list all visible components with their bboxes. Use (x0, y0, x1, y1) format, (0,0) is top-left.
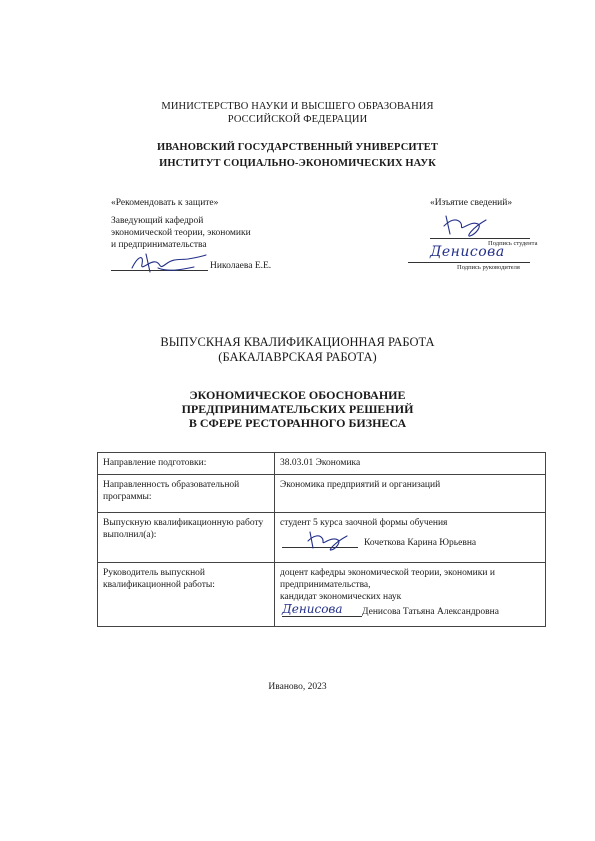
ministry-heading (0, 100, 595, 126)
ministry-line-1: МИНИСТЕРСТВО НАУКИ И ВЫСШЕГО ОБРАЗОВАНИЯ (161, 101, 434, 112)
performer-value: студент 5 курса заочной формы обучения (280, 518, 448, 528)
thesis-type-line-2: (БАКАЛАВРСКАЯ РАБОТА) (218, 350, 377, 364)
direction-label: Направление подготовки: (98, 453, 275, 475)
head-position-line-1: Заведующий кафедрой (111, 216, 204, 226)
performer-signature-row (280, 533, 540, 553)
thesis-topic (0, 388, 595, 430)
performer-cell (275, 513, 546, 563)
supervisor-signature: Денисова (282, 602, 343, 616)
table-row (98, 475, 546, 513)
head-name: Николаева Е.Е. (210, 261, 272, 271)
program-label: Направленность образовательной программы: (98, 475, 275, 513)
supervisor-signature-top: Денисова (430, 244, 505, 260)
table-row (98, 563, 546, 627)
supervisor-name-line (282, 616, 362, 617)
head-position-line-2: экономической теории, экономики (111, 228, 251, 238)
table-row (98, 453, 546, 475)
head-position-line-3: и предпринимательства (111, 240, 207, 250)
withdrawal-title: «Изъятие сведений» (430, 198, 513, 208)
performer-signature (304, 529, 350, 551)
topic-line-1: ЭКОНОМИЧЕСКОЕ ОБОСНОВАНИЕ (189, 388, 406, 402)
student-signature-top (440, 212, 490, 238)
university-heading (0, 141, 595, 170)
student-signature-line (430, 238, 530, 239)
student-signature-label: Подпись студента (488, 240, 538, 247)
supervisor-label: Руководитель выпускной квалификационной работы: (98, 563, 275, 627)
supervisor-signature-label: Подпись руководителя (457, 264, 520, 271)
supervisor-value-line-1: доцент кафедры экономической теории, экономики и (280, 568, 495, 578)
table-row (98, 513, 546, 563)
supervisor-name: Денисова Татьяна Александровна (362, 607, 499, 617)
head-signature (128, 250, 208, 276)
thesis-type (0, 335, 595, 365)
thesis-info-table (97, 452, 546, 627)
approval-block (111, 197, 311, 251)
performer-name: Кочеткова Карина Юрьевна (364, 538, 477, 548)
thesis-type-line-1: ВЫПУСКНАЯ КВАЛИФИКАЦИОННАЯ РАБОТА (160, 335, 435, 349)
recommend-label: «Рекомендовать к защите» (111, 198, 219, 208)
topic-line-3: В СФЕРЕ РЕСТОРАННОГО БИЗНЕСА (188, 416, 407, 430)
ministry-line-2: РОССИЙСКОЙ ФЕДЕРАЦИИ (227, 114, 368, 125)
institute-name: ИНСТИТУТ СОЦИАЛЬНО-ЭКОНОМИЧЕСКИХ НАУК (159, 158, 436, 169)
direction-value: 38.03.01 Экономика (275, 453, 546, 475)
supervisor-cell (275, 563, 546, 627)
supervisor-value-line-3: кандидат экономических наук (280, 592, 402, 602)
supervisor-signature-line (408, 262, 530, 263)
program-value: Экономика предприятий и организаций (275, 475, 546, 513)
supervisor-value-line-2: предпринимательства, (280, 580, 371, 590)
city-year: Иваново, 2023 (268, 682, 327, 692)
supervisor-signature-row (280, 603, 540, 621)
topic-line-2: ПРЕДПРИНИМАТЕЛЬСКИХ РЕШЕНИЙ (181, 402, 414, 416)
performer-label: Выпускную квалификационную работу выполнил(а): (98, 513, 275, 563)
university-name: ИВАНОВСКИЙ ГОСУДАРСТВЕННЫЙ УНИВЕРСИТЕТ (157, 142, 438, 153)
